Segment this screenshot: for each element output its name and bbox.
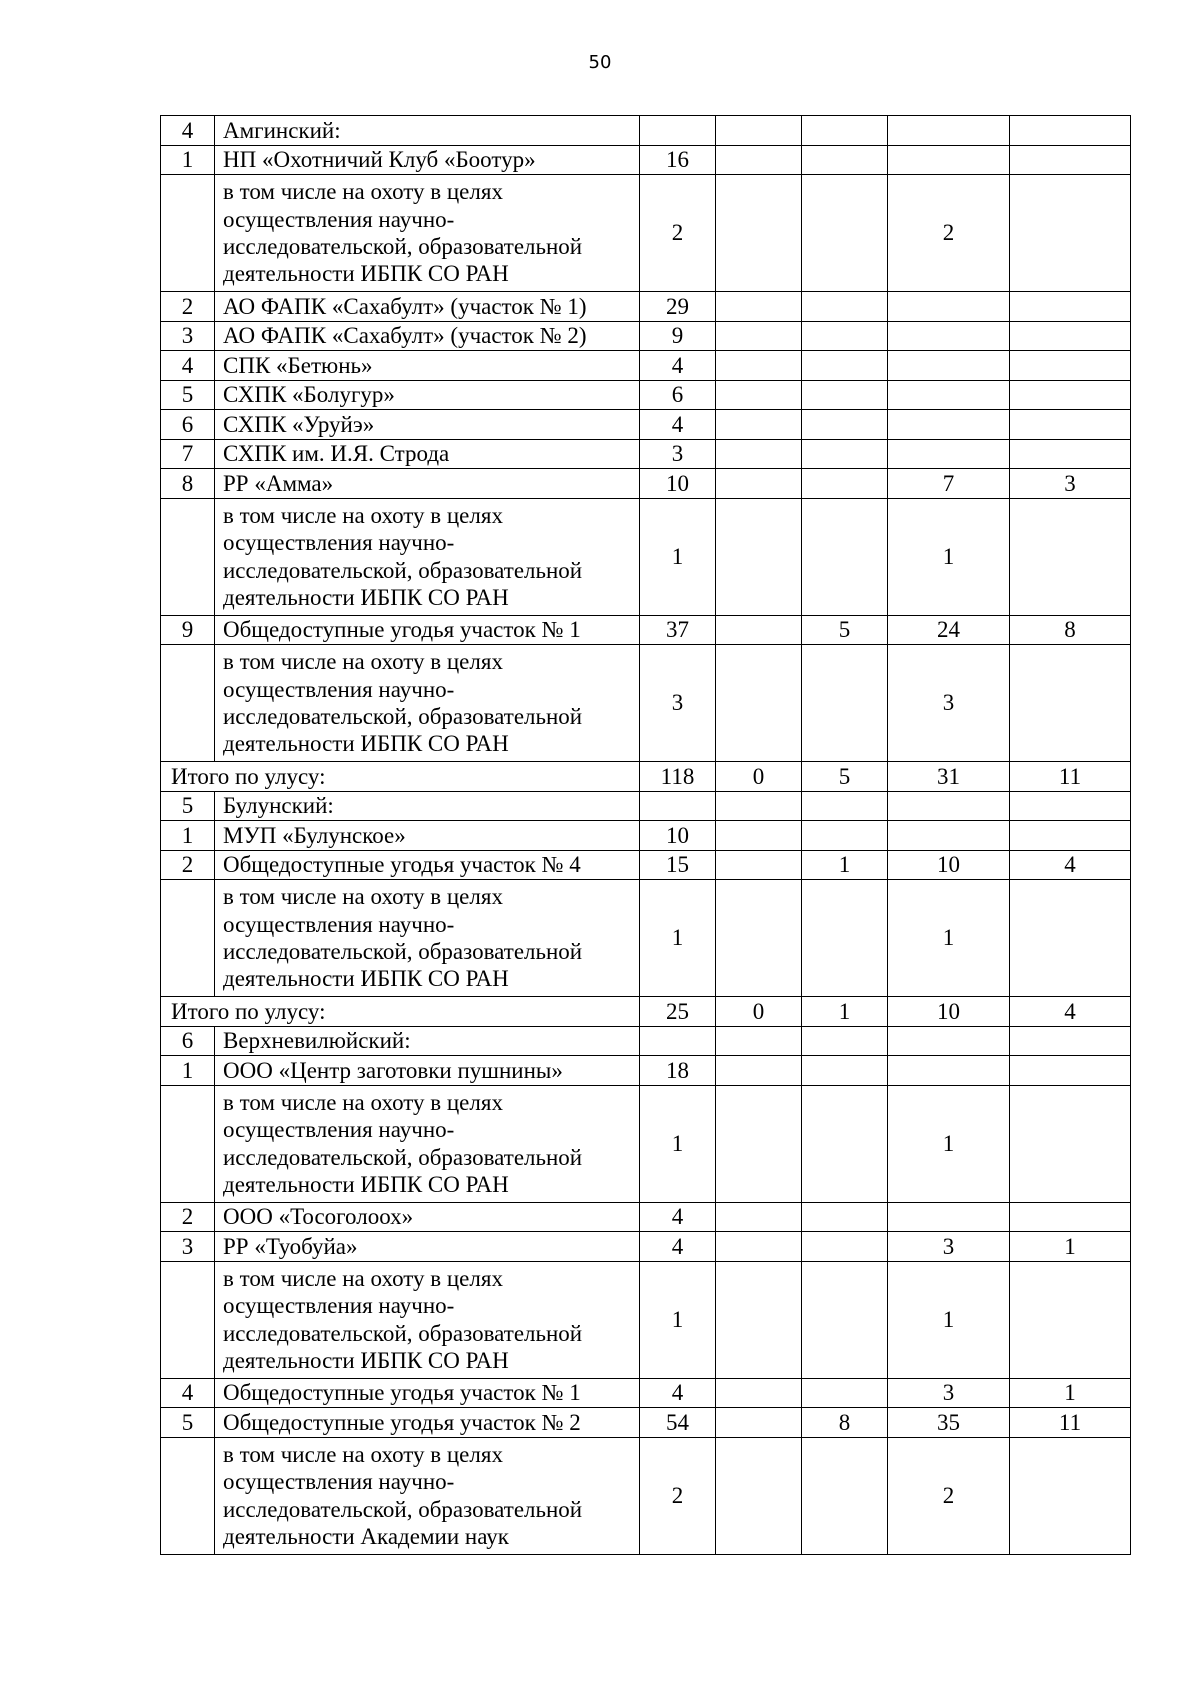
organization-name: Общедоступные угодья участок № 4 [215, 850, 640, 880]
cell-c5: 3 [1010, 469, 1131, 499]
cell-c2 [716, 145, 802, 175]
row-number-empty [161, 1437, 215, 1554]
row-number: 1 [161, 145, 215, 175]
cell-c3 [802, 469, 888, 499]
organization-name: СХПК «Уруйэ» [215, 410, 640, 440]
cell-c5 [1010, 791, 1131, 821]
cell-c1: 4 [640, 1378, 716, 1408]
cell-c5 [1010, 645, 1131, 762]
research-note-line: в том числе на охоту в целях [223, 1265, 503, 1291]
cell-c2 [716, 821, 802, 851]
cell-c2 [716, 292, 802, 322]
cell-c3: 8 [802, 1408, 888, 1438]
cell-c3 [802, 1378, 888, 1408]
research-note-line: осуществления научно- [223, 530, 455, 556]
cell-c2 [716, 615, 802, 645]
cell-c4: 3 [888, 1232, 1010, 1262]
research-note-line: исследовательской, образовательной [223, 1496, 583, 1522]
sub-row-research [161, 1085, 1131, 1202]
cell-c3 [802, 1085, 888, 1202]
research-note [215, 1261, 640, 1378]
cell-c5 [1010, 116, 1131, 146]
sub-row-research [161, 498, 1131, 615]
cell-c5 [1010, 292, 1131, 322]
cell-c2 [716, 1408, 802, 1438]
cell-c2 [716, 1437, 802, 1554]
row-number-empty [161, 645, 215, 762]
cell-c1: 25 [640, 997, 716, 1027]
cell-c4 [888, 1056, 1010, 1086]
table-row [161, 292, 1131, 322]
row-number: 2 [161, 1202, 215, 1232]
cell-c5: 1 [1010, 1378, 1131, 1408]
cell-c4: 1 [888, 498, 1010, 615]
cell-c4: 1 [888, 880, 1010, 997]
research-note [215, 498, 640, 615]
cell-c5 [1010, 498, 1131, 615]
district-name: Булунский: [215, 791, 640, 821]
organization-name: НП «Охотничий Клуб «Боотур» [215, 145, 640, 175]
cell-c2 [716, 469, 802, 499]
cell-c4: 10 [888, 997, 1010, 1027]
cell-c5 [1010, 175, 1131, 292]
table-row [161, 1378, 1131, 1408]
research-note-line: осуществления научно- [223, 676, 455, 702]
cell-c3 [802, 645, 888, 762]
cell-c1: 16 [640, 145, 716, 175]
cell-c4: 10 [888, 850, 1010, 880]
organization-name: СХПК им. И.Я. Строда [215, 439, 640, 469]
row-number: 6 [161, 1026, 215, 1056]
cell-c1: 54 [640, 1408, 716, 1438]
organization-name: АО ФАПК «Сахабулт» (участок № 2) [215, 321, 640, 351]
cell-c5 [1010, 1085, 1131, 1202]
row-number: 5 [161, 380, 215, 410]
research-note [215, 175, 640, 292]
cell-c4: 3 [888, 645, 1010, 762]
cell-c1 [640, 1026, 716, 1056]
research-note-line: исследовательской, образовательной [223, 939, 583, 964]
cell-c5: 11 [1010, 1408, 1131, 1438]
research-note-line: осуществления научно- [223, 1469, 455, 1495]
cell-c1: 29 [640, 292, 716, 322]
table-row [161, 380, 1131, 410]
research-note-line: исследовательской, образовательной [223, 234, 583, 259]
table-row [161, 615, 1131, 645]
table-row [161, 410, 1131, 440]
total-row [161, 997, 1131, 1027]
total-label: Итого по улусу: [161, 997, 640, 1027]
cell-c2 [716, 116, 802, 146]
cell-c3 [802, 321, 888, 351]
cell-c5 [1010, 821, 1131, 851]
cell-c1: 2 [640, 175, 716, 292]
cell-c4 [888, 292, 1010, 322]
cell-c5 [1010, 321, 1131, 351]
cell-c2 [716, 791, 802, 821]
research-note-line: деятельности ИБПК СО РАН [223, 1171, 509, 1197]
row-number: 7 [161, 439, 215, 469]
row-number-empty [161, 1261, 215, 1378]
table-row [161, 1202, 1131, 1232]
cell-c1: 9 [640, 321, 716, 351]
cell-c1: 4 [640, 1232, 716, 1262]
research-note-line: осуществления научно- [223, 911, 455, 937]
total-row [161, 762, 1131, 792]
hunting-quota-table [160, 115, 1131, 1555]
row-number: 4 [161, 1378, 215, 1408]
organization-name: Общедоступные угодья участок № 2 [215, 1408, 640, 1438]
sub-row-research [161, 1261, 1131, 1378]
table-row [161, 145, 1131, 175]
table-row [161, 321, 1131, 351]
organization-name: Общедоступные угодья участок № 1 [215, 1378, 640, 1408]
cell-c3 [802, 1232, 888, 1262]
cell-c4 [888, 791, 1010, 821]
table-row [161, 439, 1131, 469]
sub-row-research [161, 175, 1131, 292]
table-row [161, 850, 1131, 880]
cell-c2 [716, 1026, 802, 1056]
research-note-line: деятельности Академии наук [223, 1523, 509, 1549]
cell-c4: 1 [888, 1261, 1010, 1378]
research-note-line: деятельности ИБПК СО РАН [223, 1347, 509, 1373]
cell-c4: 2 [888, 1437, 1010, 1554]
cell-c5 [1010, 380, 1131, 410]
cell-c1: 10 [640, 821, 716, 851]
research-note [215, 1437, 640, 1554]
row-number-empty [161, 498, 215, 615]
cell-c5: 11 [1010, 762, 1131, 792]
cell-c4 [888, 1202, 1010, 1232]
table-row [161, 821, 1131, 851]
row-number: 4 [161, 116, 215, 146]
cell-c3: 1 [802, 997, 888, 1027]
district-header-row [161, 1026, 1131, 1056]
cell-c4: 35 [888, 1408, 1010, 1438]
cell-c5 [1010, 439, 1131, 469]
cell-c2 [716, 1202, 802, 1232]
organization-name: ООО «Тосоголоох» [215, 1202, 640, 1232]
cell-c4 [888, 1026, 1010, 1056]
cell-c4: 1 [888, 1085, 1010, 1202]
row-number: 9 [161, 615, 215, 645]
cell-c2 [716, 1232, 802, 1262]
row-number: 3 [161, 321, 215, 351]
cell-c2 [716, 351, 802, 381]
row-number: 5 [161, 791, 215, 821]
cell-c5: 4 [1010, 850, 1131, 880]
cell-c2 [716, 880, 802, 997]
row-number-empty [161, 175, 215, 292]
cell-c2 [716, 439, 802, 469]
sub-row-research [161, 880, 1131, 997]
research-note-line: в том числе на охоту в целях [223, 1089, 503, 1115]
organization-name: ООО «Центр заготовки пушнины» [215, 1056, 640, 1086]
sub-row-research [161, 645, 1131, 762]
cell-c3 [802, 439, 888, 469]
district-header-row [161, 791, 1131, 821]
research-note-line: осуществления научно- [223, 1117, 455, 1143]
cell-c1: 3 [640, 439, 716, 469]
cell-c4 [888, 145, 1010, 175]
cell-c1: 4 [640, 351, 716, 381]
cell-c4: 3 [888, 1378, 1010, 1408]
cell-c1: 18 [640, 1056, 716, 1086]
cell-c3 [802, 145, 888, 175]
cell-c2 [716, 1085, 802, 1202]
organization-name: Общедоступные угодья участок № 1 [215, 615, 640, 645]
cell-c2 [716, 645, 802, 762]
research-note-line: деятельности ИБПК СО РАН [223, 584, 509, 610]
research-note [215, 645, 640, 762]
total-label: Итого по улусу: [161, 762, 640, 792]
cell-c3 [802, 498, 888, 615]
research-note-line: в том числе на охоту в целях [223, 502, 503, 528]
cell-c3 [802, 410, 888, 440]
research-note-line: в том числе на охоту в целях [223, 1441, 503, 1467]
row-number: 1 [161, 1056, 215, 1086]
sub-row-research [161, 1437, 1131, 1554]
cell-c1 [640, 116, 716, 146]
cell-c3 [802, 821, 888, 851]
research-note-line: в том числе на охоту в целях [223, 884, 503, 910]
cell-c5 [1010, 1026, 1131, 1056]
research-note-line: исследовательской, образовательной [223, 1320, 583, 1346]
cell-c4 [888, 321, 1010, 351]
cell-c3 [802, 1437, 888, 1554]
cell-c1: 15 [640, 850, 716, 880]
organization-name: СПК «Бетюнь» [215, 351, 640, 381]
row-number: 2 [161, 850, 215, 880]
research-note-line: исследовательской, образовательной [223, 1144, 583, 1170]
cell-c3: 5 [802, 762, 888, 792]
research-note-line: деятельности ИБПК СО РАН [223, 731, 509, 757]
cell-c4: 7 [888, 469, 1010, 499]
cell-c3 [802, 1026, 888, 1056]
cell-c2 [716, 380, 802, 410]
organization-name: РР «Туобуйа» [215, 1232, 640, 1262]
district-name: Верхневилюйский: [215, 1026, 640, 1056]
table-row [161, 1232, 1131, 1262]
cell-c5: 8 [1010, 615, 1131, 645]
cell-c3 [802, 1202, 888, 1232]
cell-c4 [888, 351, 1010, 381]
district-name: Амгинский: [215, 116, 640, 146]
cell-c5 [1010, 145, 1131, 175]
research-note-line: в том числе на охоту в целях [223, 649, 503, 675]
row-number-empty [161, 1085, 215, 1202]
cell-c3 [802, 380, 888, 410]
cell-c1: 2 [640, 1437, 716, 1554]
cell-c4 [888, 821, 1010, 851]
table-row [161, 351, 1131, 381]
cell-c1: 10 [640, 469, 716, 499]
cell-c2: 0 [716, 762, 802, 792]
research-note [215, 880, 640, 997]
cell-c1: 4 [640, 1202, 716, 1232]
row-number: 2 [161, 292, 215, 322]
cell-c3 [802, 175, 888, 292]
row-number: 6 [161, 410, 215, 440]
research-note-line: осуществления научно- [223, 1293, 455, 1319]
cell-c3: 1 [802, 850, 888, 880]
cell-c3 [802, 116, 888, 146]
cell-c2 [716, 321, 802, 351]
cell-c5 [1010, 1261, 1131, 1378]
cell-c1: 1 [640, 498, 716, 615]
cell-c4: 2 [888, 175, 1010, 292]
cell-c1: 1 [640, 1085, 716, 1202]
cell-c3 [802, 880, 888, 997]
research-note-line: деятельности ИБПК СО РАН [223, 966, 509, 992]
cell-c2 [716, 498, 802, 615]
cell-c5 [1010, 1202, 1131, 1232]
cell-c1: 4 [640, 410, 716, 440]
cell-c3 [802, 351, 888, 381]
organization-name: МУП «Булунское» [215, 821, 640, 851]
row-number-empty [161, 880, 215, 997]
research-note [215, 1085, 640, 1202]
cell-c5 [1010, 1437, 1131, 1554]
research-note-line: в том числе на охоту в целях [223, 179, 503, 205]
cell-c5 [1010, 1056, 1131, 1086]
cell-c5 [1010, 880, 1131, 997]
cell-c2 [716, 1261, 802, 1378]
research-note-line: исследовательской, образовательной [223, 557, 583, 583]
district-header-row [161, 116, 1131, 146]
cell-c2: 0 [716, 997, 802, 1027]
cell-c3 [802, 791, 888, 821]
cell-c2 [716, 1378, 802, 1408]
table-body [161, 116, 1131, 1555]
cell-c1: 1 [640, 880, 716, 997]
cell-c5 [1010, 410, 1131, 440]
cell-c1: 37 [640, 615, 716, 645]
organization-name: РР «Амма» [215, 469, 640, 499]
cell-c1 [640, 791, 716, 821]
cell-c5: 1 [1010, 1232, 1131, 1262]
cell-c5: 4 [1010, 997, 1131, 1027]
cell-c4 [888, 410, 1010, 440]
row-number: 3 [161, 1232, 215, 1262]
cell-c2 [716, 1056, 802, 1086]
table-row [161, 469, 1131, 499]
row-number: 4 [161, 351, 215, 381]
page-number: 50 [588, 52, 612, 73]
row-number: 8 [161, 469, 215, 499]
research-note-line: исследовательской, образовательной [223, 704, 583, 729]
research-note-line: осуществления научно- [223, 206, 455, 232]
research-note-line: деятельности ИБПК СО РАН [223, 261, 509, 287]
cell-c4 [888, 439, 1010, 469]
organization-name: СХПК «Болугур» [215, 380, 640, 410]
cell-c2 [716, 410, 802, 440]
cell-c1: 118 [640, 762, 716, 792]
cell-c1: 1 [640, 1261, 716, 1378]
cell-c4: 31 [888, 762, 1010, 792]
cell-c3: 5 [802, 615, 888, 645]
cell-c2 [716, 850, 802, 880]
table-row [161, 1056, 1131, 1086]
cell-c2 [716, 175, 802, 292]
table-row [161, 1408, 1131, 1438]
cell-c1: 6 [640, 380, 716, 410]
row-number: 1 [161, 821, 215, 851]
cell-c5 [1010, 351, 1131, 381]
cell-c4 [888, 380, 1010, 410]
cell-c1: 3 [640, 645, 716, 762]
cell-c4: 24 [888, 615, 1010, 645]
organization-name: АО ФАПК «Сахабулт» (участок № 1) [215, 292, 640, 322]
cell-c3 [802, 1261, 888, 1378]
row-number: 5 [161, 1408, 215, 1438]
cell-c4 [888, 116, 1010, 146]
cell-c3 [802, 1056, 888, 1086]
cell-c3 [802, 292, 888, 322]
